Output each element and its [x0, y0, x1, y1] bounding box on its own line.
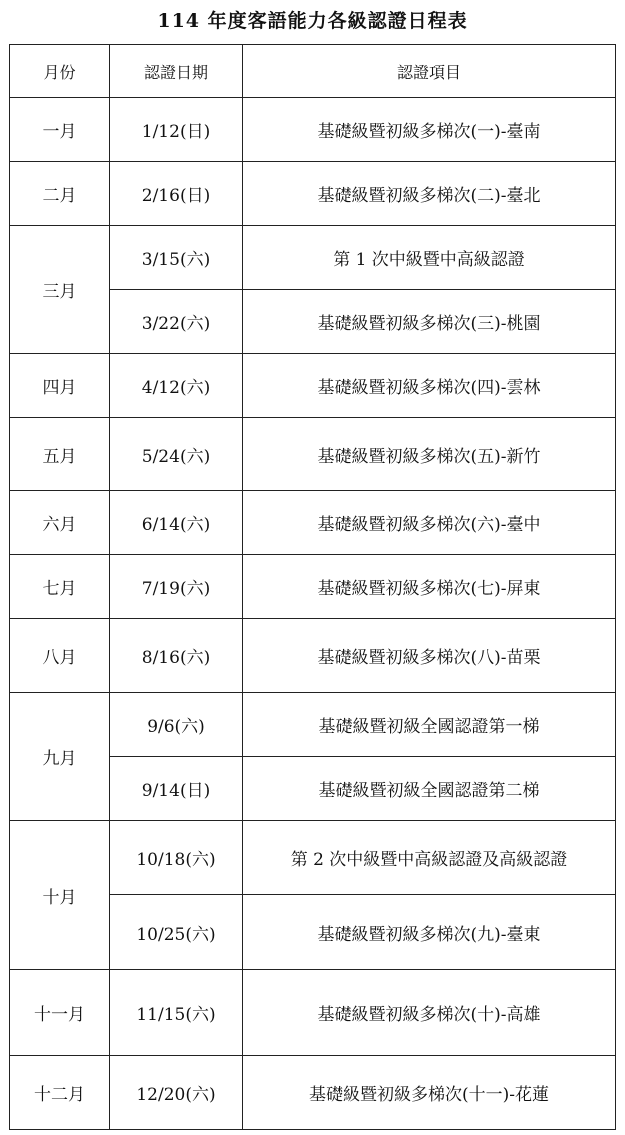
date-cell: 1/12(日) — [110, 98, 243, 162]
table-row — [10, 162, 616, 226]
date-cell: 5/24(六) — [110, 418, 243, 491]
date-cell: 12/20(六) — [110, 1056, 243, 1130]
item-cell: 基礎級暨初級多梯次(三)-桃園 — [243, 290, 616, 354]
date-cell: 7/19(六) — [110, 555, 243, 619]
date-cell: 10/18(六) — [110, 821, 243, 895]
date-cell: 11/15(六) — [110, 970, 243, 1056]
item-cell: 基礎級暨初級多梯次(七)-屏東 — [243, 555, 616, 619]
table-row — [10, 693, 616, 757]
item-cell: 基礎級暨初級多梯次(八)-苗栗 — [243, 619, 616, 693]
item-cell: 基礎級暨初級多梯次(四)-雲林 — [243, 354, 616, 418]
item-cell: 基礎級暨初級全國認證第二梯 — [243, 757, 616, 821]
table-row — [10, 418, 616, 491]
table-row — [10, 226, 616, 290]
table-row — [10, 555, 616, 619]
date-cell: 9/14(日) — [110, 757, 243, 821]
month-cell: 九月 — [10, 693, 110, 821]
date-cell: 3/22(六) — [110, 290, 243, 354]
header-month: 月份 — [10, 45, 110, 98]
page-title: 114 年度客語能力各級認證日程表 — [157, 10, 468, 32]
table-row — [10, 970, 616, 1056]
month-cell: 二月 — [10, 162, 110, 226]
month-cell: 三月 — [10, 226, 110, 354]
date-cell: 3/15(六) — [110, 226, 243, 290]
month-cell: 八月 — [10, 619, 110, 693]
month-cell: 四月 — [10, 354, 110, 418]
month-cell: 六月 — [10, 491, 110, 555]
item-cell: 基礎級暨初級多梯次(六)-臺中 — [243, 491, 616, 555]
month-cell: 十一月 — [10, 970, 110, 1056]
header-row — [10, 45, 616, 98]
item-cell: 第 2 次中級暨中高級認證及高級認證 — [243, 821, 616, 895]
date-cell: 8/16(六) — [110, 619, 243, 693]
item-cell: 基礎級暨初級多梯次(九)-臺東 — [243, 895, 616, 970]
item-cell: 基礎級暨初級多梯次(一)-臺南 — [243, 98, 616, 162]
header-date: 認證日期 — [110, 45, 243, 98]
month-cell: 十二月 — [10, 1056, 110, 1130]
month-cell: 五月 — [10, 418, 110, 491]
header-item: 認證項目 — [243, 45, 616, 98]
date-cell: 4/12(六) — [110, 354, 243, 418]
item-cell: 基礎級暨初級多梯次(五)-新竹 — [243, 418, 616, 491]
date-cell: 9/6(六) — [110, 693, 243, 757]
table-row — [10, 619, 616, 693]
date-cell: 10/25(六) — [110, 895, 243, 970]
table-row — [10, 821, 616, 895]
month-cell: 七月 — [10, 555, 110, 619]
table-row — [10, 491, 616, 555]
date-cell: 6/14(六) — [110, 491, 243, 555]
month-cell: 十月 — [10, 821, 110, 970]
item-cell: 基礎級暨初級多梯次(十)-高雄 — [243, 970, 616, 1056]
month-cell: 一月 — [10, 98, 110, 162]
schedule-table — [9, 44, 616, 1130]
table-row — [10, 1056, 616, 1130]
date-cell: 2/16(日) — [110, 162, 243, 226]
item-cell: 基礎級暨初級多梯次(十一)-花蓮 — [243, 1056, 616, 1130]
item-cell: 第 1 次中級暨中高級認證 — [243, 226, 616, 290]
table-row — [10, 354, 616, 418]
table-row — [10, 98, 616, 162]
item-cell: 基礎級暨初級多梯次(二)-臺北 — [243, 162, 616, 226]
item-cell: 基礎級暨初級全國認證第一梯 — [243, 693, 616, 757]
